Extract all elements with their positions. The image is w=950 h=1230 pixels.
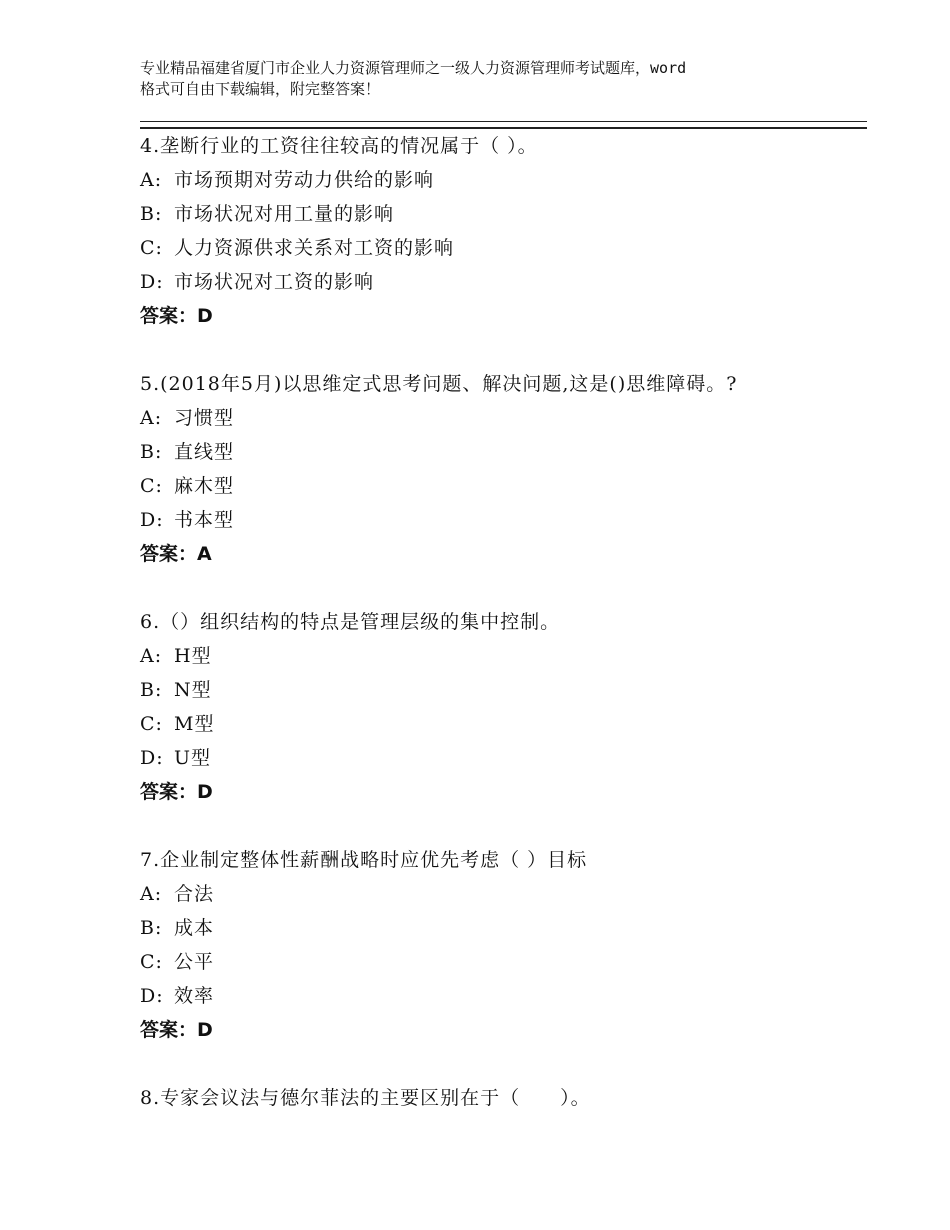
option-b — [140, 673, 860, 707]
question-8 — [140, 1081, 860, 1115]
option-c — [140, 469, 860, 503]
option-text: 市场预期对劳动力供给的影响 — [174, 169, 435, 191]
option-text: H型 — [174, 645, 212, 667]
option-label: C: — [140, 951, 163, 973]
question-stem: 8.专家会议法与德尔菲法的主要区别在于（ ）。 — [140, 1087, 591, 1109]
option-text: 市场状况对工资的影响 — [174, 271, 375, 293]
question-5 — [140, 367, 860, 571]
answer-line: 答案：D — [140, 781, 213, 803]
option-text: 成本 — [174, 917, 215, 939]
option-d — [140, 265, 860, 299]
option-d — [140, 741, 860, 775]
option-d — [140, 979, 860, 1013]
option-b — [140, 435, 860, 469]
option-label: A: — [140, 883, 163, 905]
option-a — [140, 639, 860, 673]
option-c — [140, 945, 860, 979]
option-c — [140, 231, 860, 265]
option-text: 书本型 — [174, 509, 235, 531]
option-text: 公平 — [174, 951, 215, 973]
option-a — [140, 877, 860, 911]
question-stem: 4.垄断行业的工资往往较高的情况属于（ ）。 — [140, 135, 538, 157]
option-label: A: — [140, 407, 163, 429]
question-6 — [140, 605, 860, 809]
option-text: M型 — [174, 713, 215, 735]
option-label: A: — [140, 169, 163, 191]
question-stem: 7.企业制定整体性薪酬战略时应优先考虑（ ）目标 — [140, 849, 588, 871]
option-text: 效率 — [174, 985, 215, 1007]
option-a — [140, 401, 860, 435]
document-header — [140, 58, 840, 100]
option-text: U型 — [174, 747, 212, 769]
option-label: A: — [140, 645, 163, 667]
question-stem: 5.(2018年5月)以思维定式思考问题、解决问题,这是()思维障碍。? — [140, 373, 738, 395]
answer-line: 答案：A — [140, 543, 212, 565]
option-label: D: — [140, 985, 164, 1007]
option-text: 市场状况对用工量的影响 — [174, 203, 395, 225]
option-text: 习惯型 — [174, 407, 235, 429]
option-label: B: — [140, 203, 163, 225]
header-divider — [140, 121, 867, 129]
option-c — [140, 707, 860, 741]
option-label: B: — [140, 441, 163, 463]
question-list — [140, 129, 860, 1149]
question-stem: 6.（）组织结构的特点是管理层级的集中控制。 — [140, 611, 561, 633]
answer-line: 答案：D — [140, 1019, 213, 1041]
header-line-2: 格式可自由下载编辑，附完整答案！ — [140, 80, 381, 98]
option-b — [140, 911, 860, 945]
option-b — [140, 197, 860, 231]
question-4 — [140, 129, 860, 333]
option-d — [140, 503, 860, 537]
option-text: 合法 — [174, 883, 215, 905]
option-label: D: — [140, 271, 164, 293]
option-label: D: — [140, 747, 164, 769]
option-text: 直线型 — [174, 441, 235, 463]
option-label: C: — [140, 713, 163, 735]
option-label: C: — [140, 237, 163, 259]
option-label: B: — [140, 679, 163, 701]
option-text: 麻木型 — [174, 475, 235, 497]
option-label: C: — [140, 475, 163, 497]
header-line-1: 专业精品福建省厦门市企业人力资源管理师之一级人力资源管理师考试题库，word — [140, 59, 687, 77]
option-text: 人力资源供求关系对工资的影响 — [174, 237, 455, 259]
option-label: B: — [140, 917, 163, 939]
option-text: N型 — [174, 679, 212, 701]
option-a — [140, 163, 860, 197]
question-7 — [140, 843, 860, 1047]
answer-line: 答案：D — [140, 305, 213, 327]
option-label: D: — [140, 509, 164, 531]
